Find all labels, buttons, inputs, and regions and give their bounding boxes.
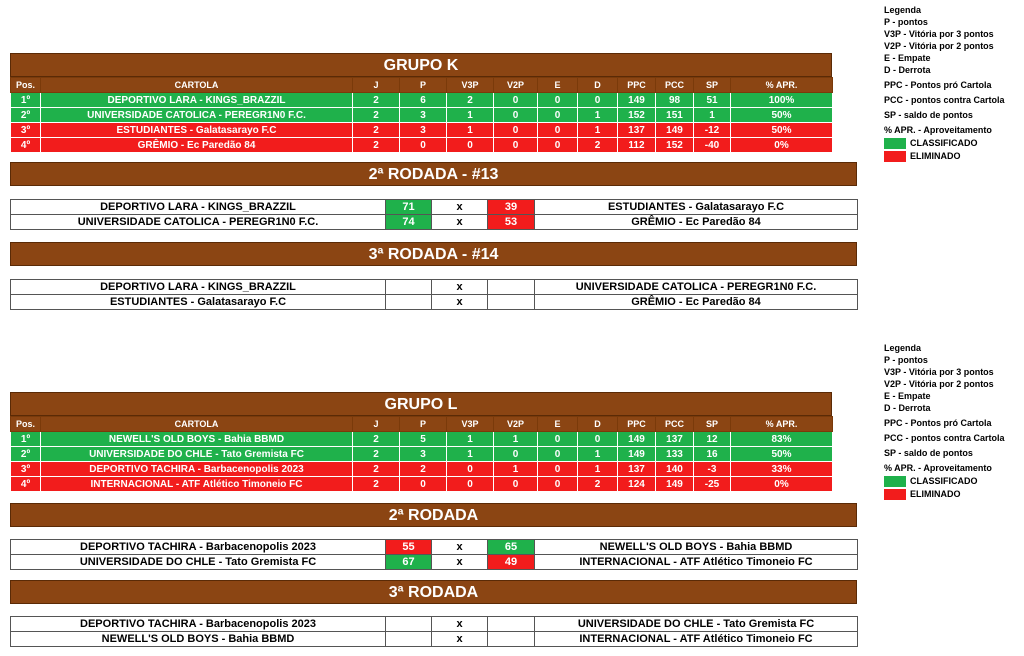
header-v2p: V2P	[494, 78, 538, 93]
versus-mark: x	[432, 617, 488, 632]
header-pos: Pos.	[11, 78, 41, 93]
v2p-cell: 0	[494, 93, 538, 108]
p-cell: 2	[400, 462, 447, 477]
j-cell: 2	[353, 138, 400, 153]
header-ppc: PPC	[618, 417, 656, 432]
header-pos: Pos.	[11, 417, 41, 432]
team-cell: ESTUDIANTES - Galatasarayo F.C	[41, 123, 353, 138]
header-e: E	[538, 417, 578, 432]
standings-header-row	[11, 78, 833, 93]
v2p-cell: 1	[494, 462, 538, 477]
legend-eliminated	[884, 150, 1024, 163]
versus-mark: x	[432, 280, 488, 295]
pcc-cell: 149	[656, 477, 694, 492]
j-cell: 2	[353, 477, 400, 492]
home-team: ESTUDIANTES - Galatasarayo F.C	[11, 295, 386, 310]
sp-cell: 51	[694, 93, 731, 108]
home-team: DEPORTIVO TACHIRA - Barbacenopolis 2023	[11, 540, 386, 555]
legend-item: V2P - Vitória por 2 pontos	[884, 379, 994, 389]
v3p-cell: 0	[447, 462, 494, 477]
sp-cell: -3	[694, 462, 731, 477]
legend-item: V3P - Vitória por 3 pontos	[884, 367, 994, 377]
legend-classified	[884, 475, 1024, 488]
pos-cell: 3º	[11, 462, 41, 477]
home-team: DEPORTIVO TACHIRA - Barbacenopolis 2023	[11, 617, 386, 632]
pcc-cell: 133	[656, 447, 694, 462]
legend-item: % APR. - Aproveitamento	[884, 125, 992, 135]
team-cell: GRÊMIO - Ec Paredão 84	[41, 138, 353, 153]
team-cell: NEWELL'S OLD BOYS - Bahia BBMD	[41, 432, 353, 447]
group-l-round3-matches	[10, 616, 858, 647]
home-score	[386, 295, 432, 310]
legend-item: P - pontos	[884, 17, 928, 27]
standings-row	[11, 108, 833, 123]
header-apr: % APR.	[731, 417, 833, 432]
away-team: NEWELL'S OLD BOYS - Bahia BBMD	[535, 540, 858, 555]
versus-mark: x	[432, 632, 488, 647]
legend-item: D - Derrota	[884, 403, 931, 413]
match-row	[11, 200, 858, 215]
legend-classified	[884, 137, 1024, 150]
home-score: 74	[386, 215, 432, 230]
group-k-round3-matches	[10, 279, 858, 310]
legend-item: P - pontos	[884, 355, 928, 365]
header-d: D	[578, 417, 618, 432]
ppc-cell: 124	[618, 477, 656, 492]
ppc-cell: 137	[618, 462, 656, 477]
legend-item: E - Empate	[884, 53, 931, 63]
v3p-cell: 0	[447, 477, 494, 492]
legend-group-k	[884, 5, 1024, 163]
pos-cell: 1º	[11, 432, 41, 447]
ppc-cell: 149	[618, 93, 656, 108]
away-score: 53	[488, 215, 535, 230]
pcc-cell: 140	[656, 462, 694, 477]
match-row	[11, 540, 858, 555]
match-row	[11, 215, 858, 230]
eliminated-label: ELIMINADO	[910, 489, 961, 499]
d-cell: 0	[578, 432, 618, 447]
apr-cell: 50%	[731, 447, 833, 462]
home-score: 67	[386, 555, 432, 570]
legend-item: D - Derrota	[884, 65, 931, 75]
home-score	[386, 617, 432, 632]
standings-row	[11, 138, 833, 153]
home-score	[386, 632, 432, 647]
header-j: J	[353, 417, 400, 432]
p-cell: 6	[400, 93, 447, 108]
p-cell: 3	[400, 123, 447, 138]
away-score: 49	[488, 555, 535, 570]
v2p-cell: 0	[494, 108, 538, 123]
header-p: P	[400, 417, 447, 432]
p-cell: 0	[400, 138, 447, 153]
apr-cell: 100%	[731, 93, 833, 108]
sp-cell: -12	[694, 123, 731, 138]
versus-mark: x	[432, 200, 488, 215]
standings-header-row	[11, 417, 833, 432]
v2p-cell: 0	[494, 123, 538, 138]
team-cell: UNIVERSIDADE DO CHLE - Tato Gremista FC	[41, 447, 353, 462]
pos-cell: 2º	[11, 447, 41, 462]
v3p-cell: 2	[447, 93, 494, 108]
away-score	[488, 295, 535, 310]
ppc-cell: 149	[618, 447, 656, 462]
v2p-cell: 0	[494, 138, 538, 153]
standings-row	[11, 462, 833, 477]
away-score	[488, 280, 535, 295]
home-team: UNIVERSIDADE DO CHLE - Tato Gremista FC	[11, 555, 386, 570]
header-e: E	[538, 78, 578, 93]
sp-cell: -40	[694, 138, 731, 153]
home-team: UNIVERSIDADE CATOLICA - PEREGR1N0 F.C.	[11, 215, 386, 230]
away-team: GRÊMIO - Ec Paredão 84	[535, 215, 858, 230]
header-j: J	[353, 78, 400, 93]
header-cartola: CARTOLA	[41, 417, 353, 432]
legend-item: PPC - Pontos pró Cartola	[884, 418, 992, 428]
legend-eliminated	[884, 488, 1024, 501]
legend-title: Legenda	[884, 343, 922, 353]
away-team: UNIVERSIDADE DO CHLE - Tato Gremista FC	[535, 617, 858, 632]
classified-label: CLASSIFICADO	[910, 476, 978, 486]
header-cartola: CARTOLA	[41, 78, 353, 93]
away-team: INTERNACIONAL - ATF Atlético Timoneio FC	[535, 555, 858, 570]
legend-item: PCC - pontos contra Cartola	[884, 433, 1005, 443]
pcc-cell: 137	[656, 432, 694, 447]
legend-item: PPC - Pontos pró Cartola	[884, 80, 992, 90]
j-cell: 2	[353, 93, 400, 108]
standings-row	[11, 93, 833, 108]
team-cell: INTERNACIONAL - ATF Atlético Timoneio FC	[41, 477, 353, 492]
pcc-cell: 98	[656, 93, 694, 108]
team-cell: DEPORTIVO LARA - KINGS_BRAZZIL	[41, 93, 353, 108]
p-cell: 3	[400, 108, 447, 123]
ppc-cell: 112	[618, 138, 656, 153]
pos-cell: 1º	[11, 93, 41, 108]
team-cell: DEPORTIVO TACHIRA - Barbacenopolis 2023	[41, 462, 353, 477]
header-v3p: V3P	[447, 417, 494, 432]
p-cell: 5	[400, 432, 447, 447]
e-cell: 0	[538, 93, 578, 108]
pcc-cell: 152	[656, 138, 694, 153]
group-l-round3-title: 3ª RODADA	[10, 580, 857, 604]
group-k-round2-matches	[10, 199, 858, 230]
pos-cell: 4º	[11, 477, 41, 492]
d-cell: 2	[578, 477, 618, 492]
away-team: UNIVERSIDADE CATOLICA - PEREGR1N0 F.C.	[535, 280, 858, 295]
header-apr: % APR.	[731, 78, 833, 93]
header-v3p: V3P	[447, 78, 494, 93]
legend-group-l	[884, 343, 1024, 501]
header-sp: SP	[694, 417, 731, 432]
e-cell: 0	[538, 108, 578, 123]
versus-mark: x	[432, 555, 488, 570]
j-cell: 2	[353, 432, 400, 447]
j-cell: 2	[353, 447, 400, 462]
d-cell: 1	[578, 462, 618, 477]
away-team: INTERNACIONAL - ATF Atlético Timoneio FC	[535, 632, 858, 647]
group-k-standings	[10, 77, 833, 153]
away-score	[488, 632, 535, 647]
apr-cell: 50%	[731, 123, 833, 138]
d-cell: 2	[578, 138, 618, 153]
apr-cell: 0%	[731, 477, 833, 492]
standings-row	[11, 432, 833, 447]
eliminated-swatch	[884, 489, 906, 500]
sp-cell: 1	[694, 108, 731, 123]
legend-item: % APR. - Aproveitamento	[884, 463, 992, 473]
e-cell: 0	[538, 138, 578, 153]
eliminated-label: ELIMINADO	[910, 151, 961, 161]
sp-cell: 12	[694, 432, 731, 447]
header-pcc: PCC	[656, 78, 694, 93]
e-cell: 0	[538, 462, 578, 477]
eliminated-swatch	[884, 151, 906, 162]
apr-cell: 0%	[731, 138, 833, 153]
d-cell: 1	[578, 123, 618, 138]
d-cell: 0	[578, 93, 618, 108]
j-cell: 2	[353, 108, 400, 123]
versus-mark: x	[432, 540, 488, 555]
sp-cell: -25	[694, 477, 731, 492]
j-cell: 2	[353, 462, 400, 477]
home-score	[386, 280, 432, 295]
v2p-cell: 0	[494, 447, 538, 462]
header-ppc: PPC	[618, 78, 656, 93]
sp-cell: 16	[694, 447, 731, 462]
p-cell: 3	[400, 447, 447, 462]
legend-item: V3P - Vitória por 3 pontos	[884, 29, 994, 39]
v2p-cell: 0	[494, 477, 538, 492]
v3p-cell: 1	[447, 432, 494, 447]
apr-cell: 33%	[731, 462, 833, 477]
group-k-round3-title: 3ª RODADA - #14	[10, 242, 857, 266]
group-l-round2-matches	[10, 539, 858, 570]
v3p-cell: 1	[447, 108, 494, 123]
ppc-cell: 137	[618, 123, 656, 138]
v3p-cell: 0	[447, 138, 494, 153]
match-row	[11, 280, 858, 295]
pcc-cell: 151	[656, 108, 694, 123]
pos-cell: 4º	[11, 138, 41, 153]
team-cell: UNIVERSIDADE CATOLICA - PEREGR1N0 F.C.	[41, 108, 353, 123]
group-l-round2-title: 2ª RODADA	[10, 503, 857, 527]
group-k-title: GRUPO K	[10, 53, 832, 77]
versus-mark: x	[432, 295, 488, 310]
classified-swatch	[884, 138, 906, 149]
header-v2p: V2P	[494, 417, 538, 432]
home-score: 55	[386, 540, 432, 555]
group-l-title: GRUPO L	[10, 392, 832, 416]
header-p: P	[400, 78, 447, 93]
match-row	[11, 632, 858, 647]
standings-row	[11, 447, 833, 462]
standings-row	[11, 123, 833, 138]
home-team: DEPORTIVO LARA - KINGS_BRAZZIL	[11, 280, 386, 295]
home-team: NEWELL'S OLD BOYS - Bahia BBMD	[11, 632, 386, 647]
v3p-cell: 1	[447, 123, 494, 138]
pos-cell: 3º	[11, 123, 41, 138]
legend-item: V2P - Vitória por 2 pontos	[884, 41, 994, 51]
home-score: 71	[386, 200, 432, 215]
legend-title: Legenda	[884, 5, 922, 15]
home-team: DEPORTIVO LARA - KINGS_BRAZZIL	[11, 200, 386, 215]
v2p-cell: 1	[494, 432, 538, 447]
apr-cell: 83%	[731, 432, 833, 447]
v3p-cell: 1	[447, 447, 494, 462]
match-row	[11, 617, 858, 632]
match-row	[11, 555, 858, 570]
e-cell: 0	[538, 477, 578, 492]
group-k-round2-title: 2ª RODADA - #13	[10, 162, 857, 186]
d-cell: 1	[578, 447, 618, 462]
away-team: ESTUDIANTES - Galatasarayo F.C	[535, 200, 858, 215]
legend-item: SP - saldo de pontos	[884, 448, 973, 458]
e-cell: 0	[538, 432, 578, 447]
group-l-standings	[10, 416, 833, 492]
classified-label: CLASSIFICADO	[910, 138, 978, 148]
standings-row	[11, 477, 833, 492]
away-team: GRÊMIO - Ec Paredão 84	[535, 295, 858, 310]
e-cell: 0	[538, 447, 578, 462]
j-cell: 2	[353, 123, 400, 138]
away-score	[488, 617, 535, 632]
away-score: 65	[488, 540, 535, 555]
pcc-cell: 149	[656, 123, 694, 138]
legend-item: SP - saldo de pontos	[884, 110, 973, 120]
legend-item: PCC - pontos contra Cartola	[884, 95, 1005, 105]
p-cell: 0	[400, 477, 447, 492]
e-cell: 0	[538, 123, 578, 138]
header-d: D	[578, 78, 618, 93]
d-cell: 1	[578, 108, 618, 123]
header-pcc: PCC	[656, 417, 694, 432]
classified-swatch	[884, 476, 906, 487]
apr-cell: 50%	[731, 108, 833, 123]
versus-mark: x	[432, 215, 488, 230]
ppc-cell: 152	[618, 108, 656, 123]
match-row	[11, 295, 858, 310]
ppc-cell: 149	[618, 432, 656, 447]
header-sp: SP	[694, 78, 731, 93]
pos-cell: 2º	[11, 108, 41, 123]
legend-item: E - Empate	[884, 391, 931, 401]
away-score: 39	[488, 200, 535, 215]
